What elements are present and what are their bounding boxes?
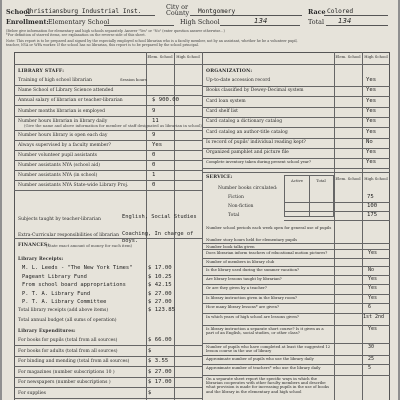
staff-row-label: Number volunteer pupil assistants xyxy=(18,153,97,158)
staff-row-high-value: 0 xyxy=(152,182,156,188)
expenditure-amount: $ 3.55 xyxy=(148,358,169,364)
library-use-value: Yes xyxy=(368,295,378,301)
expenditure-label: For binding and mending (total from all sources) xyxy=(18,359,130,364)
high-school-underline xyxy=(220,25,300,26)
instruction-line-2: *For definition of starred items, see explanation on the reverse side of this sheet. xyxy=(6,33,146,37)
receipt-amount: $ 17.00 xyxy=(148,265,172,271)
organization-row-value: Yes xyxy=(366,159,377,166)
library-use-value: Yes xyxy=(368,250,378,256)
service-title: SERVICE: xyxy=(206,175,233,180)
school-name: Christiansburg Industrial Inst. xyxy=(26,8,142,15)
county-label: County xyxy=(166,9,190,17)
staff-row-rule xyxy=(14,160,202,161)
library-use-label: On a separate sheet report the specific ways in which the librarian cooperates with other faculty members and describe what provision is made for increasing pupils in the use of books and the library in the elementary and high school xyxy=(206,376,330,394)
expenditure-label: For books for pupils (total from all sources) xyxy=(18,338,118,343)
total-enrollment: 134 xyxy=(338,17,352,25)
organization-row-value: Yes xyxy=(366,149,377,156)
total-label: Total xyxy=(308,18,325,26)
high-school-enrollment: 134 xyxy=(254,17,268,25)
expenditure-amount: $ 27.00 xyxy=(148,368,172,375)
subjects-label: Subjects taught by teacher-librarian xyxy=(18,217,101,222)
expenditure-amount: $ 17.00 xyxy=(148,379,172,385)
library-use-value: 25 xyxy=(368,356,375,362)
race-value: Colored xyxy=(327,8,354,15)
book-row-label: Fiction xyxy=(228,195,244,200)
organization-row-label: Books classified by Dewey-Decimal system xyxy=(206,88,304,94)
receipts-total-value: $ 123.85 xyxy=(148,307,175,313)
staff-row-high-value: 0 xyxy=(152,162,156,168)
staff-row-label: Number assistants NYA (school aid) xyxy=(18,163,100,168)
left-elem-header: Elem. School xyxy=(147,54,173,59)
library-use-label: Number of members in library club xyxy=(206,259,275,264)
center-divider xyxy=(202,52,203,400)
periods-label: Number school periods each week open for general use of pupils xyxy=(206,225,332,230)
receipt-source: From school board appropriations xyxy=(22,282,126,288)
staff-row-rule xyxy=(14,85,202,86)
receipt-source: P. T. A. Library Committee xyxy=(22,299,107,305)
staff-row-label: Number months librarian is employed xyxy=(18,109,105,114)
staff-row-label: Number assistants NYA (in school) xyxy=(18,173,98,178)
county-underline xyxy=(190,15,302,16)
organization-row-label: Complete inventory taken during present school year? xyxy=(206,159,312,165)
right-high-header: High School xyxy=(364,54,388,59)
library-use-label: Or are they given by a teacher? xyxy=(206,285,267,290)
staff-row-rule xyxy=(14,116,202,117)
receipts-total-label: Total library receipts (add above items) xyxy=(18,308,109,313)
service-high-header: High School xyxy=(364,176,388,181)
library-use-value: 6 xyxy=(368,304,372,310)
staff-row-label: Annual salary of librarian or teacher-librarian xyxy=(18,98,123,103)
organization-row-rule xyxy=(202,96,390,97)
race-underline xyxy=(324,15,388,16)
library-use-label: Is library instruction given in the library room? xyxy=(206,295,298,300)
column-header-rule xyxy=(14,64,390,65)
subjects-value: English, Social Studies xyxy=(122,214,197,220)
library-use-value: Yes xyxy=(368,285,378,291)
staff-row-label: Training of high school librarian xyxy=(18,78,92,83)
expenditure-rule xyxy=(14,377,202,378)
organization-row-rule xyxy=(202,117,390,118)
finances-title: FINANCES: xyxy=(18,243,50,248)
receipts-title: Library Receipts: xyxy=(18,257,64,262)
enrollment-label: Enrollment: xyxy=(6,18,49,26)
right-elem-col-line xyxy=(334,52,335,400)
library-use-label: Is the library used during the summer vacation? xyxy=(206,267,300,272)
expenditure-rule xyxy=(14,398,202,399)
organization-row-label: Card catalog a dictionary catalog xyxy=(206,119,283,125)
extra-curricular-value: Coaching, In charge of boys. xyxy=(122,231,194,244)
elementary-underline xyxy=(104,25,174,26)
organization-row-label: Is record of pupils' individual reading kept? xyxy=(206,139,306,145)
library-use-label: Does librarian inform teachers of educational motion pictures? xyxy=(206,250,328,255)
expenditure-amount: $ xyxy=(148,389,152,396)
staff-row-high-value: 9 xyxy=(152,132,156,138)
note-line-1: Note: This report is to be prepared and signed by the especially employed school librarian who is a faculty member, not by an assistant, whether he be a volunteer pupil, xyxy=(6,39,298,43)
library-use-label: Number book talks given xyxy=(206,244,255,249)
staff-row-rule xyxy=(14,180,202,181)
staff-row-rule xyxy=(14,140,202,141)
library-use-label: Are library lessons taught by librarian? xyxy=(206,276,282,281)
organization-row-value: Yes xyxy=(366,118,377,125)
extra-curricular-label: Extra-Curricular responsibilities of librarian xyxy=(18,233,119,238)
library-use-value: 30 xyxy=(368,344,375,350)
staff-row-rule xyxy=(14,105,202,106)
right-elem-header: Elem. School xyxy=(335,54,361,59)
receipt-amount: $ 27.00 xyxy=(148,290,172,297)
service-rule xyxy=(202,172,390,173)
organization-row-value: Yes xyxy=(366,128,377,135)
staff-row-high-value: Yes xyxy=(152,142,163,148)
expenditure-amount: $ xyxy=(148,347,152,354)
staff-row-label: Name School of Library Science attended xyxy=(18,88,114,93)
organization-row-label: Card catalog an author-title catalog xyxy=(206,129,288,135)
organization-row-label: Up-to-date accession record xyxy=(206,78,271,83)
library-use-value: 5 xyxy=(368,365,372,371)
budget-label: Total annual budget (all sums of operation) xyxy=(18,318,117,323)
library-use-value: Yes xyxy=(368,326,378,332)
expenditure-rule xyxy=(14,345,202,346)
expenditure-amount: $ 66.00 xyxy=(148,337,172,343)
library-staff-title: LIBRARY STAFF: xyxy=(18,69,65,74)
organization-row-rule xyxy=(202,148,390,149)
receipt-source: Pageant Library Fund xyxy=(22,273,87,280)
receipt-source: M. L. Leeds - "The New York Times" xyxy=(22,265,133,271)
service-elem-header: Elem. School xyxy=(335,176,361,181)
organization-row-label: Card loan system xyxy=(206,98,246,104)
elementary-label: Elementary School xyxy=(48,18,110,26)
finances-note: (State exact amount of money for each item) xyxy=(46,242,133,248)
expenditure-label: For newspapers (number subscriptions ) xyxy=(18,380,111,385)
organization-row-value: No xyxy=(366,138,373,145)
expenditure-rule xyxy=(14,356,202,357)
report-sheet xyxy=(2,0,398,400)
expenditures-title: Library Expenditures: xyxy=(18,329,76,334)
receipt-amount: $ 10.25 xyxy=(148,273,172,280)
county-name: Montgomery xyxy=(198,8,236,15)
organization-row-rule xyxy=(202,168,390,169)
note-line-2: teacher, NYA or WPA worker. If the school has no librarian, this report is to be prepared by the school principal. xyxy=(6,43,199,47)
staff-row-high-value: $ 900.00 xyxy=(152,97,179,103)
organization-row-rule xyxy=(202,86,390,87)
library-use-value: No xyxy=(368,267,375,273)
staff-row-note: (Give the name and above information for member of staff designated as librarian in school) xyxy=(24,123,202,128)
library-use-label: Is library instruction a separate short course? Is it given as a part of an English, social studies, or other class? xyxy=(206,326,324,336)
total-header: Total xyxy=(316,178,326,183)
staff-row-note: Session hours xyxy=(120,77,147,82)
organization-row-label: Organized pamphlet and picture file xyxy=(206,150,289,156)
library-use-label: Number story hours held for elementary pupils xyxy=(206,237,298,242)
book-row-value: 75 xyxy=(367,194,374,200)
staff-row-rule xyxy=(14,95,202,96)
library-use-value: 1st 2nd xyxy=(363,314,385,320)
staff-row-rule xyxy=(14,170,202,171)
staff-row-high-value: 11 xyxy=(152,118,159,124)
staff-row-label: Number hours librarian in library daily xyxy=(18,119,108,124)
receipt-source: P. T. A. Library Fund xyxy=(22,290,91,297)
organization-row-rule xyxy=(202,107,390,108)
organization-row-value: Yes xyxy=(366,87,377,94)
book-row-value: 100 xyxy=(367,203,378,209)
right-high-col-line xyxy=(362,52,363,400)
total-underline xyxy=(326,25,388,26)
staff-row-high-value: 0 xyxy=(152,152,156,158)
active-header: Active xyxy=(290,178,303,183)
library-use-label: Approximate number of pupils who use the library daily xyxy=(206,356,314,361)
book-row-value: 175 xyxy=(367,212,378,218)
organization-row-rule xyxy=(202,138,390,139)
left-high-header: High School xyxy=(176,54,200,59)
staff-row-rule xyxy=(14,190,202,191)
organization-title: ORGANIZATION: xyxy=(206,69,253,74)
staff-row-label: Number hours library is open each day xyxy=(18,133,108,138)
receipt-amount: $ 27.00 xyxy=(148,299,172,305)
staff-row-high-value: 1 xyxy=(152,172,156,178)
race-label: Race xyxy=(308,8,326,16)
library-use-value: Yes xyxy=(368,276,378,282)
book-row-label: Non-fiction xyxy=(228,204,254,209)
school-underline xyxy=(25,15,155,16)
library-use-label: Number of pupils who have completed at least the suggested 12 lesson course in the use of library xyxy=(206,344,331,354)
staff-row-rule xyxy=(14,150,202,151)
expenditure-label: For magazines (number subscriptions 10 ) xyxy=(18,369,115,375)
expenditure-label: For supplies xyxy=(18,390,46,396)
book-row-label: Total xyxy=(228,213,240,218)
organization-row-value: Yes xyxy=(366,107,377,114)
receipt-amount: $ 42.15 xyxy=(148,282,172,288)
staff-row-label: Number assistants NYA State-wide Library Proj. xyxy=(18,183,129,188)
library-use-label: In which years of high school are lessons given? xyxy=(206,314,299,319)
instruction-line-1: (Below give information for elementary and high schools separately. Answer "Yes" or "No" (enter question answer otherwise...) xyxy=(6,29,225,33)
staff-row-high-value: 9 xyxy=(152,108,156,114)
staff-row-rule xyxy=(14,130,202,131)
high-school-label: High School xyxy=(180,18,220,26)
book-row-rule xyxy=(284,220,390,221)
staff-row-label: Always supervised by a faculty member? xyxy=(18,143,111,148)
school-label: School xyxy=(6,8,31,16)
city-label: City or xyxy=(166,3,189,11)
organization-row-label: Card shelf list xyxy=(206,108,238,114)
organization-row-value: Yes xyxy=(366,77,377,83)
library-use-label: How many library lessons* are given? xyxy=(206,304,280,309)
finances-rule xyxy=(14,238,202,239)
organization-row-rule xyxy=(202,127,390,128)
expenditure-rule xyxy=(14,366,202,367)
library-use-label: Approximate number of teachers* who use the library daily xyxy=(206,365,321,370)
books-circulated-label: Number books circulated: xyxy=(218,186,278,191)
expenditure-label: For books for adults (total from all sources) xyxy=(18,348,118,354)
organization-row-value: Yes xyxy=(366,97,377,104)
expenditure-rule xyxy=(14,387,202,388)
